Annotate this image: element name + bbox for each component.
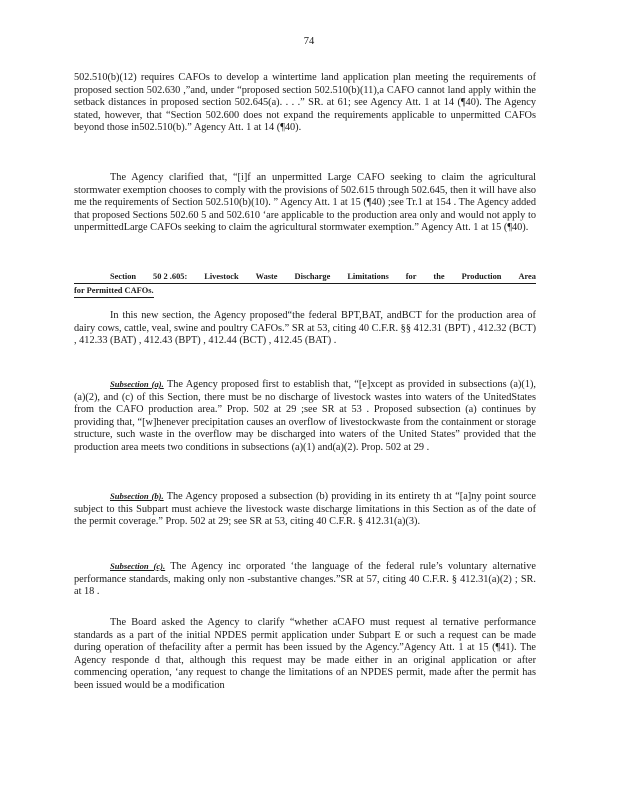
heading-word: the xyxy=(433,272,445,281)
page-number: 74 xyxy=(303,36,315,47)
paragraph-subsection-c-text xyxy=(74,560,536,599)
section-heading xyxy=(74,270,536,298)
section-heading-line-1 xyxy=(74,270,536,284)
heading-word: Area xyxy=(518,272,536,281)
subsection-a-body: The Agency proposed first to establish that, “[e]xcept as provided in subsections (a)(1), (a)(2), and (c) of this Section, there must be no discharge of livestock wastes into waters of the UnitedStates from the CAFO production area.” Prop. 502 at 29 ;see SR at 53 . Proposed subsection (a) continues by providing that, “[w]henever precipitation causes an overflow of livestockwaste from the containment or storage structure, such waste in the overflow may be discharged into waters of the United States” provided that the production area meets two conditions in subsections (a)(1) and(a)(2). Prop. 502 at 29 . xyxy=(74,379,536,453)
subsection-b-body: The Agency proposed a subsection (b) providing in its entirety th at “[a]ny point source subject to this Subpart must achieve the livestock waste discharge limitations in this Section as of the date of the permit coverage.” Prop. 502 at 29; see SR at 53, citing 40 C.F.R. § 412.31(a)(3). xyxy=(74,491,536,528)
heading-word: Livestock xyxy=(204,272,239,281)
heading-word: Waste xyxy=(255,272,278,281)
subsection-b-label: Subsection (b). xyxy=(110,491,164,501)
paragraph-7 xyxy=(74,617,536,693)
paragraph-subsection-c xyxy=(74,560,536,599)
subsection-c-label: Subsection (c). xyxy=(110,561,166,571)
paragraph-2-text: The Agency clarified that, “[i]f an unpermitted Large CAFO seeking to claim the agricultural stormwater exemption chooses to comply with the provisions of 502.615 through 502.645, then it will have also me the requirements of Section 502.510(b)(10). ” Agency Att. 1 at 15 (¶40) ;see Tr.1 at 154 . The Agency added that proposed Sections 502.60 5 and 502.610 ‘are applicable to the production area only and would not apply to unpermittedLarge CAFOs seeking to claim the agricultural stormwater exemption.” Agency Att. 1 at 15 (¶40). xyxy=(74,172,536,234)
paragraph-1 xyxy=(74,72,536,135)
subsection-c-body: The Agency inc orporated ‘the language of the federal rule’s voluntary alternative performance standards, making only non -substantive changes.”SR at 57, citing 40 C.F.R. § 412.31(a)(2) ; SR. at 18 . xyxy=(74,561,537,598)
heading-word: Limitations xyxy=(347,272,389,281)
paragraph-7-text: The Board asked the Agency to clarify “whether aCAFO must request al ternative performance standards as a part of the initial NPDES permit application under Subpart E or such a request can be made during operation of thefacility after a permit has been issued by the Agency.”Agency Att. 1 at 15 (¶41). The Agency responde d that, although this request may be made either in an original application or after commencing operation, ‘any request to change the limitations of an NPDES permit, made after the permit has been issued would be a modification xyxy=(74,617,536,691)
section-heading-line-2: for Permitted CAFOs. xyxy=(74,284,154,298)
heading-word: Production xyxy=(461,272,502,281)
paragraph-3-text: In this new section, the Agency proposed“the federal BPT,BAT, andBCT for the production area of dairy cows, cattle, veal, swine and poultry CAFOs.” SR at 53, citing 40 C.F.R. §§ 412.31 (BPT) , 412.32 (BCT) , 412.33 (BAT) , 412.43 (BPT) , 412.44 (BCT) , 412.45 (BAT) . xyxy=(74,310,536,347)
paragraph-subsection-b-text xyxy=(74,490,536,529)
heading-word: 50 2 .605: xyxy=(153,272,188,281)
subsection-a-label: Subsection (a). xyxy=(110,379,164,389)
paragraph-subsection-a-text xyxy=(74,378,536,455)
paragraph-3 xyxy=(74,310,536,348)
paragraph-2 xyxy=(74,172,536,235)
paragraph-1-text: 502.510(b)(12) requires CAFOs to develop a wintertime land application plan meeting the requirements of proposed section 502.630 ,”and, under “proposed section 502.510(b)(11),a CAFO cannot land apply within the setback distances in proposed section 502.645(a). . . .” SR. at 61; see Agency Att. 1 at 14 (¶40). The Agency stated, however, that “Section 502.600 does not expand the requirements applicable to unpermitted CAFOs beyond those in502.510(b).” Agency Att. 1 at 14 (¶40). xyxy=(74,72,536,134)
paragraph-subsection-a xyxy=(74,378,536,455)
heading-word: Section xyxy=(110,272,137,281)
heading-word: for xyxy=(405,272,417,281)
heading-word: Discharge xyxy=(294,272,331,281)
paragraph-subsection-b xyxy=(74,490,536,529)
